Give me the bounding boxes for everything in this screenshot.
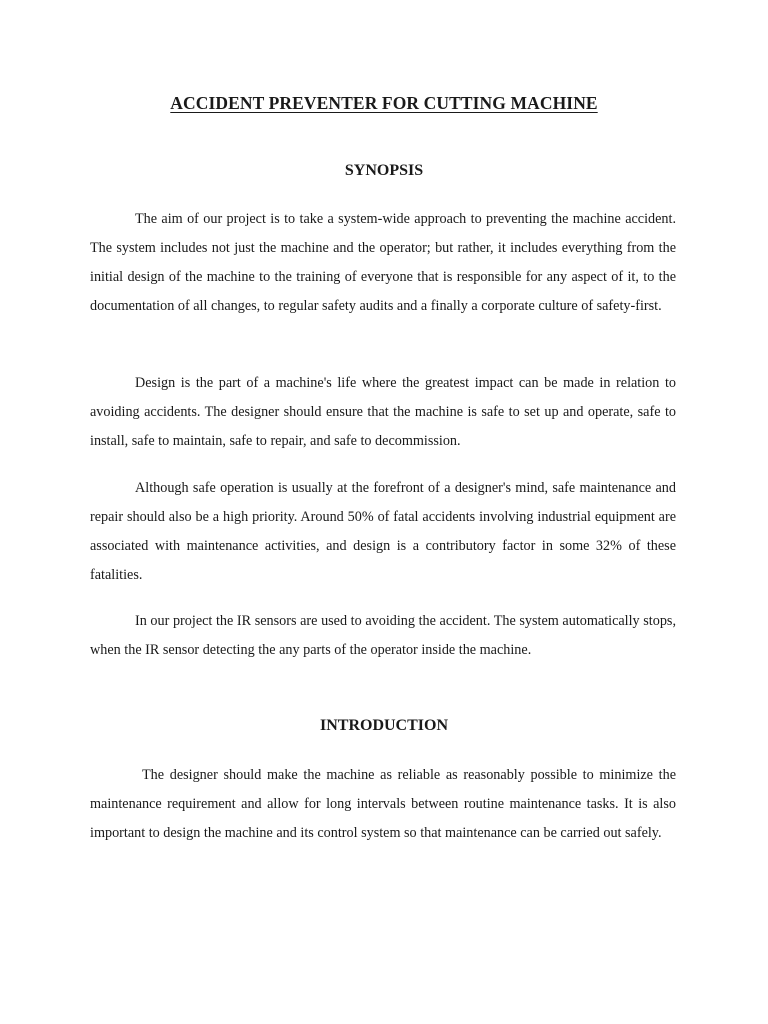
synopsis-paragraph-2: Design is the part of a machine's life where the greatest impact can be made in relation to avoiding accidents. The designer should ensure that the machine is safe to set up and operate, safe to install, safe to maintain, safe to repair, and safe to decommission.: [90, 375, 676, 449]
synopsis-paragraph-1: The aim of our project is to take a system-wide approach to preventing the machine accident. The system includes not just the machine and the operator; but rather, it includes everything from the initial design of the machine to the training of everyone that is responsible for any aspect of it, to the documentation of all changes, to regular safety audits and a finally a corporate culture of safety-first.: [90, 211, 676, 314]
section-heading-synopsis: SYNOPSIS: [344, 162, 424, 179]
section-heading-introduction: INTRODUCTION: [319, 717, 448, 734]
synopsis-paragraph-3: Although safe operation is usually at the forefront of a designer's mind, safe maintenance and repair should also be a high priority. Around 50% of fatal accidents involving industrial equipment are associated with maintenance activities, and design is a contributory factor in some 32% of these fatalities.: [90, 480, 676, 583]
document-title: ACCIDENT PREVENTER FOR CUTTING MACHINE: [170, 93, 598, 113]
introduction-paragraph-1: The designer should make the machine as reliable as reasonably possible to minimize the maintenance requirement and allow for long intervals between routine maintenance tasks. It is also important to design the machine and its control system so that maintenance can be carried out safely.: [90, 767, 676, 841]
synopsis-paragraph-4: In our project the IR sensors are used to avoiding the accident. The system automatically stops, when the IR sensor detecting the any parts of the operator inside the machine.: [90, 613, 676, 658]
